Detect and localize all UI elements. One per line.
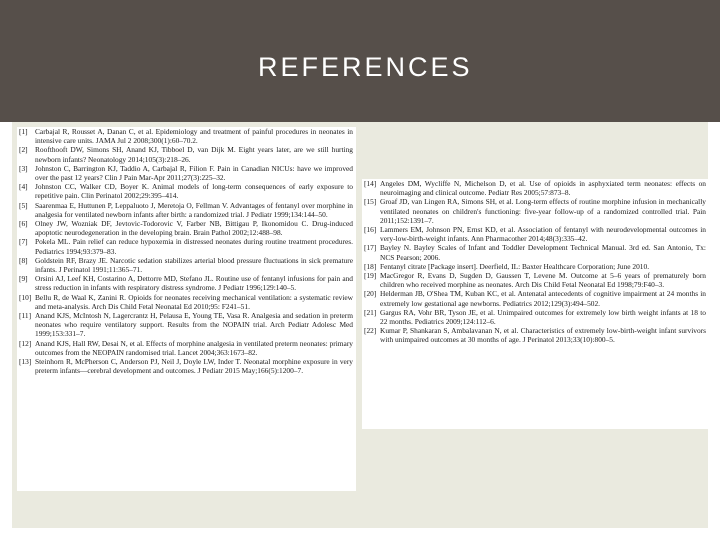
reference-text: Steinhorn R, McPherson C, Anderson PJ, Neil J, Doyle LW, Inder T. Neonatal morphine exposure in very preterm infants—cerebral development and outcomes. J Pediatr 2015 May;166(5):1200–7.: [35, 357, 353, 376]
slide-title: REFERENCES: [258, 52, 473, 82]
reference-text: Johnston C, Barrington KJ, Taddio A, Carbajal R, Filion F. Pain in Canadian NICUs: have we improved over the past 12 years? Clin J Pain Mar-Apr 2011;27(3):225–32.: [35, 163, 353, 183]
reference-number: [7]: [19, 237, 28, 247]
reference-item: [17, 164, 356, 182]
reference-number: [6]: [19, 219, 28, 229]
reference-text: Orsini AJ, Leef KH, Costarino A, Dettorre MD, Stefano JL. Routine use of fentanyl infusions for pain and stress reduction in infants with respiratory distress syndrome. J Pediatr 1996;129:140–5.: [35, 274, 353, 293]
reference-item: [17, 219, 356, 237]
reference-text: Groaf JD, van Lingen RA, Simons SH, et al. Long-term effects of routine morphine infusion in mechanically ventilated neonates on children's functioning: five-year follow-up of a randomized controlled trial. Pain 2011;152:1391–7.: [380, 197, 706, 225]
reference-text: Anand KJS, McIntosh N, Lagercrantz H, Pelausa E, Young TE, Vasa R. Analgesia and sedation in preterm neonates who require ventilatory support. Results from the NOPAIN trial. Arch Pediatr Adolesc Med 1999;153:331–7.: [35, 311, 353, 339]
reference-number: [10]: [19, 292, 32, 302]
reference-text: MacGregor R, Evans D, Sugden D, Gaussen T, Levene M. Outcome at 5–6 years of prematurely born children who received morphine as neonates. Arch Dis Child Fetal Neonatal Ed 1998;79:F40–3.: [380, 271, 706, 290]
reference-item: [17, 237, 356, 255]
reference-item: [17, 127, 356, 145]
reference-text: Bellu R, de Waal K, Zanini R. Opioids for neonates receiving mechanical ventilation: a systematic review and meta-analysis. Arch Dis Child Fetal Neonatal Ed 2010;95: F241–51.: [35, 292, 353, 311]
reference-number: [22]: [364, 326, 377, 336]
reference-item: [362, 308, 708, 326]
reference-text: Angeles DM, Wycliffe N, Michelson D, et al. Use of opioids in asphyxiated term neonates: effects on neuroimaging and clinical outcome. Pediatr Res 2005;57:873–8.: [380, 179, 706, 198]
reference-number: [2]: [19, 145, 28, 155]
reference-number: [13]: [19, 357, 32, 367]
reference-text: Anand KJS, Hall RW, Desai N, et al. Effects of morphine analgesia in ventilated preterm neonates: primary outcomes from the NEOPAIN randomised trial. Lancet 2004;363:1673–82.: [35, 338, 353, 357]
reference-number: [12]: [19, 338, 32, 348]
reference-text: Roofthooft DW, Simons SH, Anand KJ, Tibboel D, van Dijk M. Eight years later, are we still hurting newborn infants? Neonatology 2014;105(3):218–26.: [35, 145, 353, 164]
reference-text: Bayley N. Bayley Scales of Infant and Toddler Development Technical Manual. 3rd ed. San Antonio, Tx: NCS Pearson; 2006.: [380, 243, 706, 262]
title-banner: [0, 0, 720, 122]
reference-item: [362, 262, 708, 271]
reference-text: Lammers EM, Johnson PN, Ernst KD, et al. Association of fentanyl with neurodevelopmental outcomes in very-low-birth-weight infants. Ann Pharmacother 2014;48(3):335–42.: [380, 225, 706, 244]
reference-item: [362, 271, 708, 289]
reference-number: [5]: [19, 200, 28, 210]
reference-item: [17, 293, 356, 311]
reference-number: [16]: [364, 225, 377, 235]
reference-text: Carbajal R, Rousset A, Danan C, et al. Epidemiology and treatment of painful procedures in neonates in intensive care units. JAMA Jul 2 2008;300(1):60–70.2.: [35, 127, 353, 146]
reference-text: Goldstein RF, Brazy JE. Narcotic sedation stabilizes arterial blood pressure fluctuations in sick premature infants. J Perinatol 1991;11:365–71.: [35, 255, 353, 275]
reference-item: [362, 243, 708, 261]
reference-text: Saarenmaa E, Huttunen P, Leppaluoto J, Meretoja O, Fellman V. Advantages of fentanyl over morphine in analgesia for ventilated newborn infants after birth: a randomized trial. J Pediatr 1999;134:144–50.: [35, 200, 353, 219]
reference-item: [17, 311, 356, 339]
reference-number: [18]: [364, 261, 377, 271]
reference-item: [17, 145, 356, 163]
reference-item: [17, 182, 356, 200]
reference-text: Olney JW, Wozniak DF, Jevtovic-Todorovic V, Farber NB, Bittigau P, Ikonomidou C. Drug-induced apoptotic neurodegeneration in the developing brain. Brain Pathol 2002;12:488–98.: [35, 219, 353, 238]
reference-item: [17, 357, 356, 375]
reference-text: Gargus RA, Vohr BR, Tyson JE, et al. Unimpaired outcomes for extremely low birth weight infants at 18 to 22 months. Pediatrics 2009;124:112–6.: [380, 307, 706, 327]
reference-number: [20]: [364, 289, 377, 299]
references-left-column: [17, 127, 356, 491]
reference-item: [17, 201, 356, 219]
reference-number: [17]: [364, 243, 377, 253]
reference-text: Fentanyl citrate [Package insert]. Deerfield, IL: Baxter Healthcare Corporation; June 2010.: [380, 261, 650, 271]
reference-item: [362, 225, 708, 243]
reference-number: [11]: [19, 311, 32, 321]
references-right-column: [362, 179, 708, 429]
reference-item: [17, 339, 356, 357]
reference-number: [9]: [19, 274, 28, 284]
reference-item: [362, 326, 708, 344]
reference-number: [3]: [19, 163, 28, 173]
reference-number: [15]: [364, 197, 377, 207]
reference-number: [8]: [19, 255, 28, 265]
reference-text: Helderman JB, O'Shea TM, Kuban KC, et al. Antenatal antecedents of cognitive impairment at 24 months in extremely low gestational age newborns. Pediatrics 2012;129(3):494–502.: [380, 289, 706, 308]
reference-item: [362, 289, 708, 307]
slide-content: [12, 122, 708, 528]
reference-item: [362, 197, 708, 225]
reference-text: Pokela ML. Pain relief can reduce hypoxemia in distressed neonates during routine treatment procedures. Pediatrics 1994;93:379–83.: [35, 237, 353, 256]
reference-item: [17, 274, 356, 292]
reference-text: Kumar P, Shankaran S, Ambalavanan N, et al. Characteristics of extremely low-birth-weight infant survivors with unimpaired outcomes at 30 months of age. J Perinatol 2013;33(10):800–5.: [380, 326, 706, 345]
reference-number: [4]: [19, 182, 28, 192]
reference-number: [1]: [19, 127, 28, 136]
reference-item: [362, 179, 708, 197]
reference-number: [21]: [364, 307, 377, 317]
reference-number: [19]: [364, 271, 377, 281]
reference-text: Johnston CC, Walker CD, Boyer K. Animal models of long-term consequences of early exposure to repetitive pain. Clin Perinatol 2002;29:395–414.: [35, 182, 353, 201]
reference-number: [14]: [364, 179, 377, 188]
reference-item: [17, 256, 356, 274]
